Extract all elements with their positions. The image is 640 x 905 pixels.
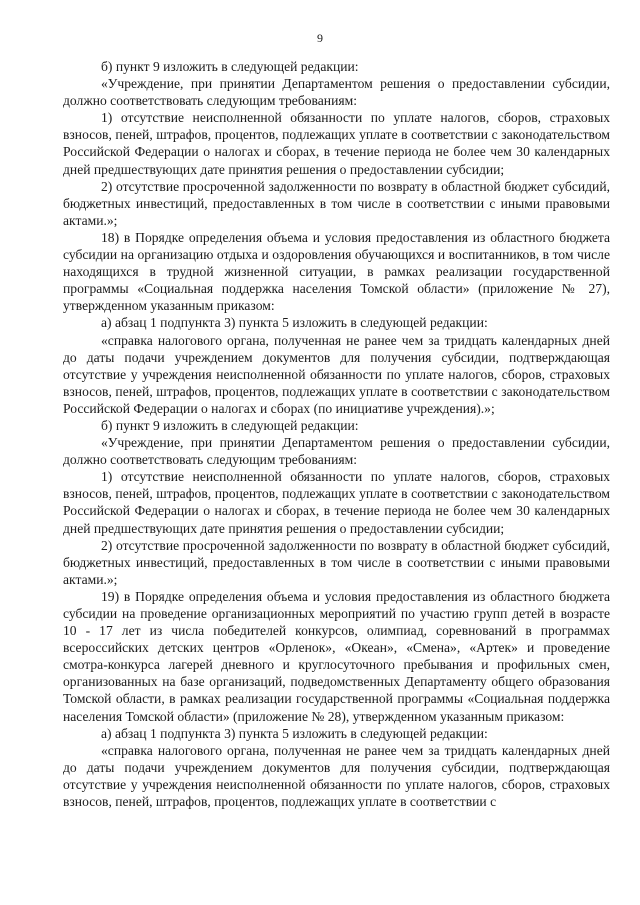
paragraph: «Учреждение, при принятии Департаментом решения о предоставлении субсидии, должно соответствовать следующим требованиям: <box>63 76 610 109</box>
paragraph: а) абзац 1 подпункта 3) пункта 5 изложить в следующей редакции: <box>101 725 488 741</box>
page-number: 9 <box>317 31 323 45</box>
paragraph: 1) отсутствие неисполненной обязанности по уплате налогов, сборов, страховых взносов, пеней, штрафов, процентов, подлежащих уплате в соответствии с законодательством Российской Федерации о налогах и сборах, в течение периода не более чем 30 календарных дней предшествующих дате принятия решения о предоставлении субсидии; <box>63 110 610 177</box>
paragraph: б) пункт 9 изложить в следующей редакции: <box>101 417 359 433</box>
paragraph: 2) отсутствие просроченной задолженности по возврату в областной бюджет субсидий, бюджетных инвестиций, предоставленных в том числе в соответствии с иными правовыми актами.»; <box>63 537 610 587</box>
paragraph: б) пункт 9 изложить в следующей редакции: <box>101 59 359 74</box>
paragraph: а) абзац 1 подпункта 3) пункта 5 изложить в следующей редакции: <box>101 315 488 331</box>
paragraph: 19) в Порядке определения объема и условия предоставления из областного бюджета субсидии на проведение организационных мероприятий по участию групп детей в возрасте 10 - 17 лет из числа победителей конкурсов, олимпиад, соревнований в программах всероссийских детских центров «Орленок», «Океан», «Смена», «Артек» и проведение смотра-конкурса лагерей дневного и круглосуточного пребывания и профильных смен, организованных на базе организаций, подведомственных Департаменту общего образования Томской области, в рамках реализации государственной программы «Социальная поддержка населения Томской области» (приложение № 28), утвержденном указанным приказом: <box>63 588 610 724</box>
paragraph: «Учреждение, при принятии Департаментом решения о предоставлении субсидии, должно соответствовать следующим требованиям: <box>63 435 610 468</box>
paragraph: «справка налогового органа, полученная не ранее чем за тридцать календарных дней до даты подачи учреждением документов для получения субсидии, подтверждающая отсутствие у учреждения неисполненной обязанности по уплате налогов, сборов, страховых взносов, пеней, штрафов, процентов, подлежащих уплате в соответствии с <box>63 742 610 810</box>
document-body <box>63 58 610 810</box>
paragraph: 1) отсутствие неисполненной обязанности по уплате налогов, сборов, страховых взносов, пеней, штрафов, процентов, подлежащих уплате в соответствии с законодательством Российской Федерации о налогах и сборах, в течение периода не более чем 30 календарных дней предшествующих дате принятия решения о предоставлении субсидии; <box>63 469 610 536</box>
paragraph: «справка налогового органа, полученная не ранее чем за тридцать календарных дней до даты подачи учреждением документов для получения субсидии, подтверждающая отсутствие у учреждения неисполненной обязанности по уплате налогов, сборов, страховых взносов, пеней, штрафов, процентов, подлежащих уплате в соответствии с законодательством Российской Федерации о налогах и сборах (по инициативе учреждения).»; <box>63 332 610 416</box>
paragraph: 18) в Порядке определения объема и условия предоставления из областного бюджета субсидии на организацию отдыха и оздоровления обучающихся и воспитанников, в том числе находящихся в трудной жизненной ситуации, в рамках реализации государственной программы «Социальная поддержка населения Томской области» (приложение № 27), утвержденном указанным приказом: <box>63 229 610 314</box>
paragraph: 2) отсутствие просроченной задолженности по возврату в областной бюджет субсидий, бюджетных инвестиций, предоставленных в том числе в соответствии с иными правовыми актами.»; <box>63 178 610 228</box>
